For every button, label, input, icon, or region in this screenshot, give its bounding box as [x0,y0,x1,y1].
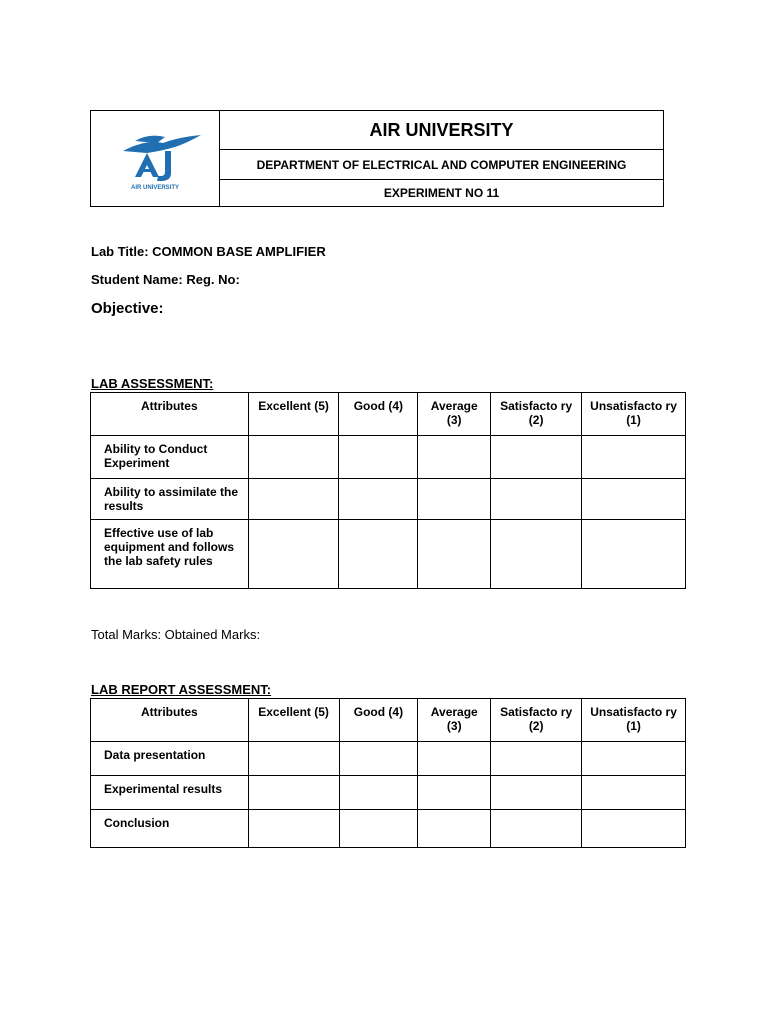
score-cell[interactable] [248,436,339,479]
table-row [91,776,686,810]
score-cell[interactable] [418,479,491,520]
experiment-number: EXPERIMENT NO 11 [383,186,500,200]
logo-cell [91,111,220,206]
score-cell[interactable] [582,520,686,589]
header-table [90,110,664,207]
header-cell: Good (4) [339,393,418,436]
score-cell[interactable] [582,776,686,810]
table-row [91,520,686,589]
university-name: AIR UNIVERSITY [220,111,663,150]
score-cell[interactable] [339,742,418,776]
lab-assessment-table [90,392,686,589]
header-cell: Satisfacto ry (2) [491,393,582,436]
score-cell[interactable] [491,479,582,520]
total-marks-line: Total Marks: Obtained Marks: [91,627,261,642]
department-name: DEPARTMENT OF ELECTRICAL AND COMPUTER ENGINEERING [220,150,663,180]
header-cell: Excellent (5) [248,699,339,742]
score-cell[interactable] [418,810,491,848]
table-header-row [91,393,686,436]
score-cell[interactable] [248,520,339,589]
header-cell: Attributes [91,699,249,742]
air-university-logo [105,123,205,195]
attribute-cell: Data presentation [91,742,249,776]
score-cell[interactable] [582,436,686,479]
table-row [91,479,686,520]
attribute-cell: Effective use of lab equipment and follows the lab safety rules [91,520,249,589]
score-cell[interactable] [248,810,339,848]
lab-title: Lab Title: COMMON BASE AMPLIFIER [91,244,326,259]
lab-assessment-title: LAB ASSESSMENT: [91,376,214,391]
logo-text: AIR UNIVERSITY [130,184,180,191]
attribute-cell: Conclusion [91,810,249,848]
score-cell[interactable] [582,479,686,520]
score-cell[interactable] [491,742,582,776]
student-name-line: Student Name: Reg. No: [91,272,240,287]
score-cell[interactable] [339,810,418,848]
score-cell[interactable] [491,776,582,810]
header-cell: Average (3) [418,699,491,742]
score-cell[interactable] [339,520,418,589]
score-cell[interactable] [491,810,582,848]
table-row [91,810,686,848]
attribute-cell: Ability to Conduct Experiment [91,436,249,479]
report-assessment-table [90,698,686,848]
score-cell[interactable] [339,776,418,810]
table-row [91,436,686,479]
objective-heading: Objective: [91,300,164,317]
score-cell[interactable] [339,479,418,520]
header-cell: Unsatisfacto ry (1) [582,699,686,742]
header-cell: Good (4) [339,699,418,742]
score-cell[interactable] [418,776,491,810]
score-cell[interactable] [491,520,582,589]
report-assessment-title: LAB REPORT ASSESSMENT: [91,682,272,697]
header-cell: Excellent (5) [248,393,339,436]
score-cell[interactable] [582,810,686,848]
score-cell[interactable] [248,742,339,776]
header-cell: Unsatisfacto ry (1) [582,393,686,436]
score-cell[interactable] [582,742,686,776]
header-cell: Attributes [91,393,249,436]
attribute-cell: Ability to assimilate the results [91,479,249,520]
score-cell[interactable] [418,436,491,479]
header-cell: Satisfacto ry (2) [491,699,582,742]
score-cell[interactable] [418,520,491,589]
score-cell[interactable] [491,436,582,479]
score-cell[interactable] [339,436,418,479]
table-header-row [91,699,686,742]
score-cell[interactable] [418,742,491,776]
score-cell[interactable] [248,776,339,810]
attribute-cell: Experimental results [91,776,249,810]
score-cell[interactable] [248,479,339,520]
header-cell: Average (3) [418,393,491,436]
table-row [91,742,686,776]
